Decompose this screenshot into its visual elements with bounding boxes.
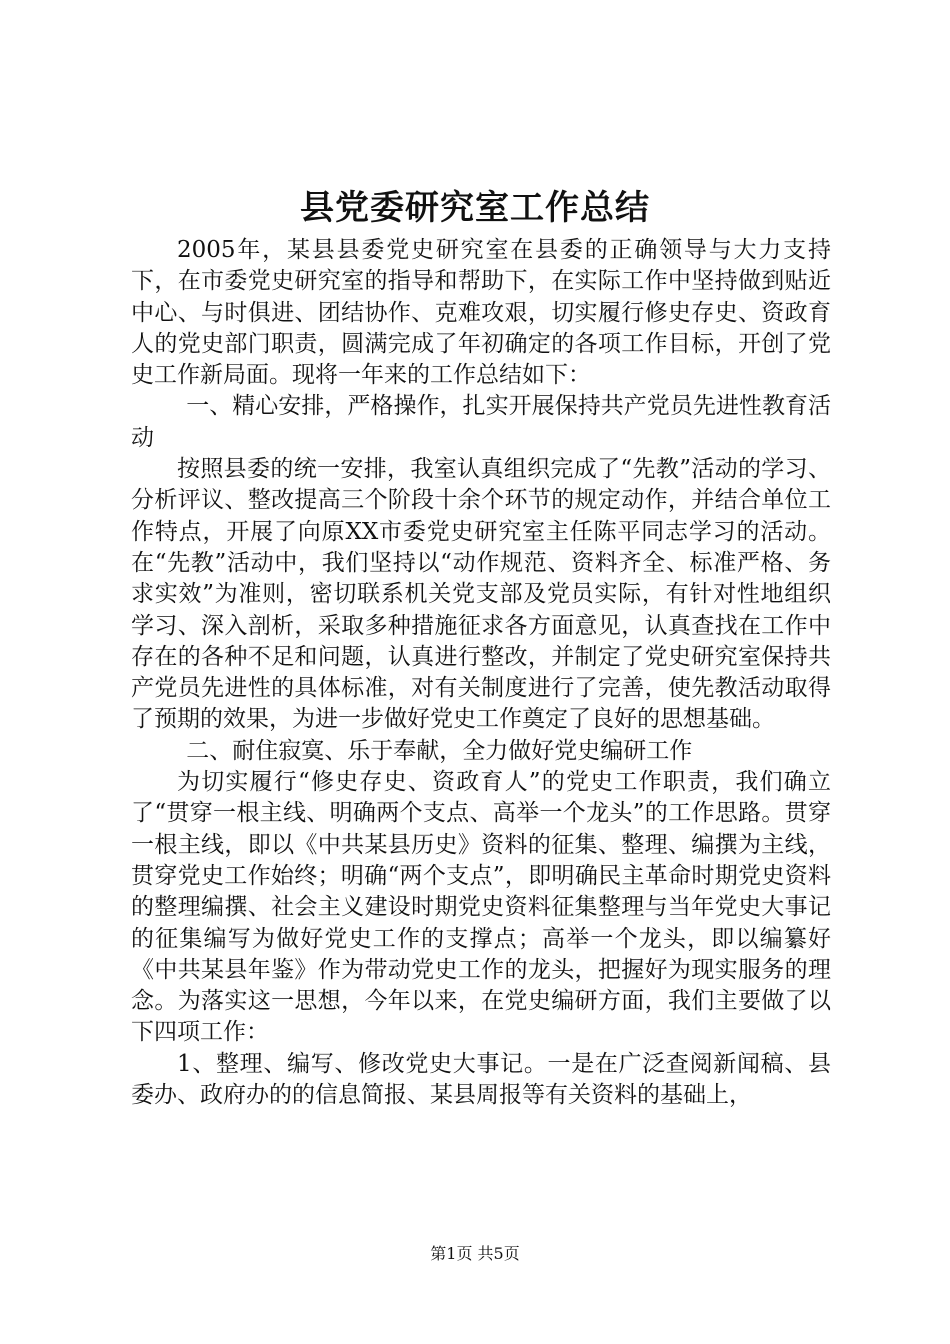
section-heading-1: 一、精心安排，严格操作，扎实开展保持共产党员先进性教育活动 [131,393,831,451]
paragraph-intro: 2005年，某县县委党史研究室在县委的正确领导与大力支持下，在市委党史研究室的指导和帮助下，在实际工作中坚持做到贴近中心、与时俱进、团结协作、克难攻艰，切实履行修史存史、资政育人的党史部门职责，圆满完成了年初确定的各项工作目标，开创了党史工作新局面。现将一年来的工作总结如下： [131,237,831,389]
paragraph-section-2: 为切实履行“修史存史、资政育人”的党史工作职责，我们确立了“贯穿一根主线、明确两个支点、高举一个龙头”的工作思路。贯穿一根主线，即以《中共某县历史》资料的征集、整理、编撰为主线，贯穿党史工作始终；明确“两个支点”，即明确民主革命时期党史资料的整理编撰、社会主义建设时期党史资料征集整理与当年党史大事记的征集编写为做好党史工作的支撑点；高举一个龙头，即以编纂好《中共某县年鉴》作为带动党史工作的龙头，把握好为现实服务的理念。为落实这一思想，今年以来，在党史编研方面，我们主要做了以下四项工作： [131,769,831,1046]
document-title: 县党委研究室工作总结 [300,188,650,228]
section-heading-2: 二、耐住寂寞、乐于奉献，全力做好党史编研工作 [186,737,693,764]
document-body [131,235,831,1111]
paragraph-item-1: 1、整理、编写、修改党史大事记。一是在广泛查阅新闻稿、县委办、政府办的的信息简报、某县周报等有关资料的基础上， [131,1050,831,1109]
paragraph-section-1: 按照县委的统一安排，我室认真组织完成了“先教”活动的学习、分析评议、整改提高三个阶段十余个环节的规定动作，并结合单位工作特点，开展了向原XX市委党史研究室主任陈平同志学习的活动。在“先教”活动中，我们坚持以“动作规范、资料齐全、标准严格、务求实效”为准则，密切联系机关党支部及党员实际，有针对性地组织学习、深入剖析，采取多种措施征求各方面意见，认真查找在工作中存在的各种不足和问题，认真进行整改，并制定了党史研究室保持共产党员先进性的具体标准，对有关制度进行了完善，使先教活动取得了预期的效果，为进一步做好党史工作奠定了良好的思想基础。 [131,456,831,733]
page-number-footer: 第1页 共5页 [430,1244,520,1263]
